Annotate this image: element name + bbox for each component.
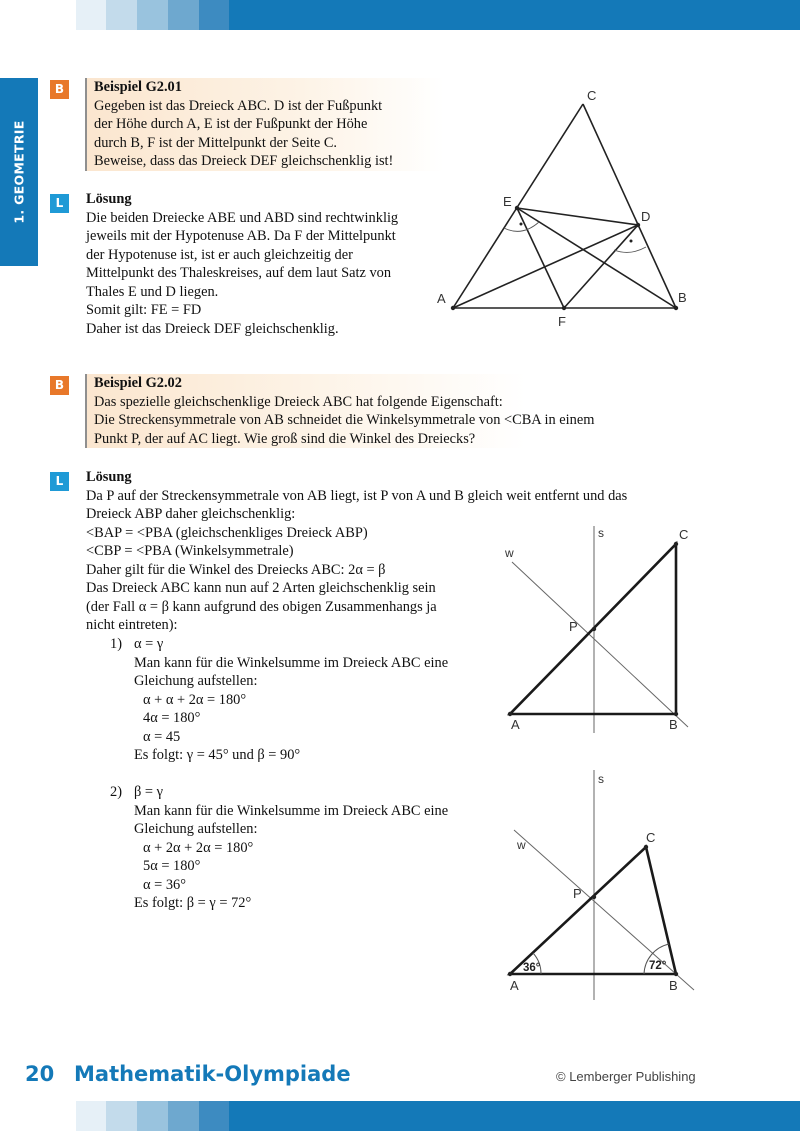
label-w: w [505, 546, 514, 560]
example-badge: B [50, 80, 69, 99]
right-angle-arc-d [614, 247, 646, 252]
example-line: der Höhe durch A, E ist der Fußpunkt der Höhe [94, 116, 368, 132]
label-s: s [598, 772, 604, 786]
solution-line: Die beiden Dreiecke ABE und ABD sind rechtwinklig [86, 209, 399, 226]
point-d [636, 223, 640, 227]
segment-df [564, 225, 638, 308]
right-angle-dot-e [520, 223, 523, 226]
point-b [674, 306, 678, 310]
solution-title: Lösung [86, 191, 132, 207]
solution-title: Lösung [86, 469, 132, 485]
case-number: 1) [110, 636, 122, 652]
equation: α + 2α + 2α = 180° [143, 839, 254, 856]
page-number: 20 [25, 1062, 55, 1086]
solution-line: Da P auf der Streckensymmetrale von AB liegt, ist P von A und B gleich weit entfernt und das [86, 487, 628, 504]
example-badge: B [50, 376, 69, 395]
label-b: B [669, 978, 678, 993]
side-bc [583, 104, 676, 308]
case-number: 2) [110, 784, 122, 800]
example-title: Beispiel G2.02 [94, 375, 182, 391]
solution-line: Daher gilt für die Winkel des Dreiecks ABC: 2α = β [86, 561, 386, 578]
solution-line: nicht eintreten): [86, 617, 178, 633]
example-line: Beweise, dass das Dreieck DEF gleichschenklig ist! [94, 153, 394, 169]
case-heading: α = γ [134, 636, 164, 652]
label-p: P [573, 886, 582, 901]
label-d: D [641, 209, 651, 224]
case-line: Gleichung aufstellen: [134, 821, 258, 837]
solution-line: (der Fall α = β kann aufgrund des obigen Zusammenhangs ja [86, 598, 437, 615]
case-line: Man kann für die Winkelsumme im Dreieck ABC eine [134, 654, 449, 671]
solution-line: Mittelpunkt des Thaleskreises, auf dem laut Satz von [86, 265, 392, 281]
solution-line: der Hypotenuse ist, ist er auch gleichzeitig der [86, 246, 353, 263]
equation: 4α = 180° [143, 710, 201, 726]
equation: α = 45 [143, 728, 181, 745]
case-line: Man kann für die Winkelsumme im Dreieck ABC eine [134, 802, 449, 819]
case-block [134, 635, 448, 765]
label-a: A [511, 717, 520, 732]
label-w: w [517, 838, 526, 852]
copyright: © Lemberger Publishing [556, 1069, 696, 1084]
solution-line: Das Dreieck ABC kann nun auf 2 Arten gleichschenklig sein [86, 580, 436, 596]
solution-line: jeweils mit der Hypotenuse AB. Da F der Mittelpunkt [86, 228, 396, 244]
point-e [515, 206, 519, 210]
angle-label-a: 36° [523, 962, 541, 974]
solution-text [86, 468, 627, 635]
example-line: Die Streckensymmetrale von AB schneidet die Winkelsymmetrale von <CBA in einem [94, 412, 595, 428]
equation: 5α = 180° [143, 858, 201, 874]
example-line: Punkt P, der auf AC liegt. Wie groß sind die Winkel des Dreiecks? [94, 430, 476, 447]
solution-line: Daher ist das Dreieck DEF gleichschenklig. [86, 320, 339, 337]
side-ac [453, 104, 583, 308]
label-p: P [569, 619, 578, 634]
book-title: Mathematik-Olympiade [74, 1062, 351, 1086]
case-result: Es folgt: γ = 45° und β = 90° [134, 747, 301, 763]
label-c: C [679, 527, 689, 542]
label-s: s [598, 526, 604, 540]
right-angle-dot-d [630, 240, 633, 243]
example-line: Das spezielle gleichschenklige Dreieck ABC hat folgende Eigenschaft: [94, 393, 503, 410]
label-c: C [587, 88, 597, 103]
solution-badge: L [50, 472, 69, 491]
label-f: F [558, 314, 566, 329]
label-c: C [646, 830, 656, 845]
solution-line: Dreieck ABP daher gleichschenklig: [86, 506, 296, 522]
case-block [134, 783, 448, 913]
solution-badge: L [50, 194, 69, 213]
angle-label-b: 72° [649, 960, 667, 972]
label-b: B [678, 290, 687, 305]
example-line: Gegeben ist das Dreieck ABC. D ist der Fußpunkt [94, 97, 383, 114]
label-a: A [437, 291, 446, 306]
case-result: Es folgt: β = γ = 72° [134, 895, 252, 911]
segment-ed [517, 208, 638, 225]
case-line: Gleichung aufstellen: [134, 673, 258, 689]
solution-line: <BAP = <PBA (gleichschenkliges Dreieck ABP) [86, 524, 368, 541]
equation: α + α + 2α = 180° [143, 691, 247, 708]
example-line: durch B, F ist der Mittelpunkt der Seite C. [94, 134, 338, 151]
label-a: A [510, 978, 519, 993]
point-f [562, 306, 566, 310]
solution-line: Thales E und D liegen. [86, 283, 219, 300]
example-title: Beispiel G2.01 [94, 79, 182, 95]
label-e: E [503, 194, 512, 209]
example-box [85, 374, 714, 448]
label-b: B [669, 717, 678, 732]
case-heading: β = γ [134, 784, 163, 800]
equation: α = 36° [143, 876, 186, 893]
chapter-tab-label: 1. GEOMETRIE [11, 120, 27, 224]
point-a [451, 306, 455, 310]
solution-line: Somit gilt: FE = FD [86, 302, 202, 318]
solution-line: <CBP = <PBA (Winkelsymmetrale) [86, 543, 294, 559]
